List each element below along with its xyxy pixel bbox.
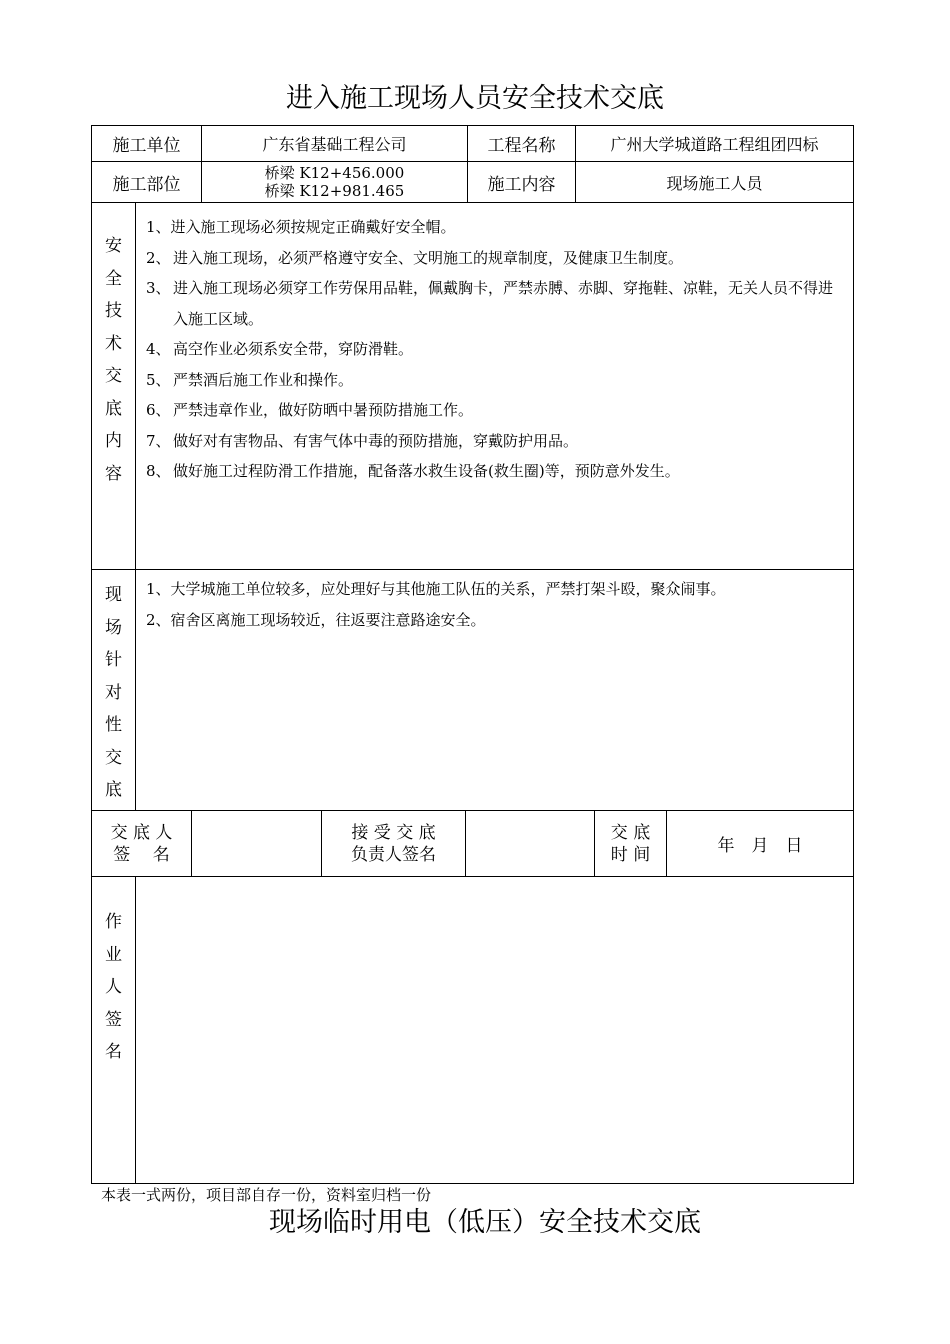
construction-part-line-1: 桥梁 K12+456.000 — [264, 164, 405, 182]
label-char: 名 — [105, 1042, 122, 1062]
item-number: 4、 — [146, 340, 171, 358]
label-char: 交 — [105, 747, 122, 768]
list-item — [146, 365, 845, 396]
label-char: 性 — [105, 715, 122, 735]
label-char: 签 — [105, 1009, 122, 1030]
label-char: 术 — [105, 333, 122, 354]
construction-unit-value: 广东省基础工程公司 — [202, 126, 468, 162]
site-specific-list — [136, 570, 854, 811]
item-text: 严禁违章作业，做好防晒中暑预防措施工作。 — [173, 401, 474, 419]
label-char: 安 — [105, 236, 122, 256]
document-title: 进入施工现场人员安全技术交底 — [286, 83, 664, 114]
next-document-title: 现场临时用电（低压）安全技术交底 — [269, 1207, 701, 1238]
list-item — [146, 273, 845, 334]
project-name-value: 广州大学城道路工程组团四标 — [576, 126, 854, 162]
list-item — [146, 574, 845, 605]
construction-content-value: 现场施工人员 — [576, 162, 854, 203]
label-char: 内 — [105, 431, 122, 451]
site-specific-label — [92, 570, 136, 811]
construction-part-label: 施工部位 — [92, 162, 202, 203]
item-number: 2、 — [146, 610, 171, 629]
worker-signature-table — [91, 876, 854, 1184]
label-line: 交 底 — [610, 822, 651, 843]
label-char: 交 — [105, 366, 122, 386]
list-item — [146, 426, 845, 457]
receiver-signature-field[interactable] — [466, 811, 595, 877]
footnote: 本表一式两份，项目部自存一份，资料室归档一份 — [101, 1186, 432, 1204]
construction-part-value — [202, 162, 468, 203]
item-text: 宿舍区离施工现场较近，往返要注意路途安全。 — [170, 610, 486, 629]
item-text: 大学城施工单位较多，应处理好与其他施工队伍的关系，严禁打架斗殴，聚众闹事。 — [170, 580, 726, 598]
label-line: 负责人签名 — [351, 844, 436, 865]
item-number: 5、 — [146, 370, 171, 389]
body-table — [91, 202, 854, 811]
header-table — [91, 125, 854, 203]
list-item — [146, 243, 845, 274]
signature-table — [91, 810, 854, 877]
construction-part-line-2: 桥梁 K12+981.465 — [264, 182, 405, 200]
label-char: 技 — [105, 301, 122, 321]
item-number: 1、 — [146, 218, 171, 236]
label-char: 作 — [105, 912, 122, 932]
label-char: 场 — [105, 617, 122, 638]
item-text: 严禁酒后施工作业和操作。 — [173, 370, 354, 389]
giver-signature-label — [92, 811, 192, 877]
item-number: 7、 — [146, 431, 171, 450]
list-item — [146, 212, 845, 243]
item-number: 6、 — [146, 401, 171, 419]
label-char: 业 — [105, 944, 122, 965]
construction-content-label: 施工内容 — [468, 162, 576, 203]
safety-content-list — [136, 203, 854, 570]
label-line: 签 名 — [113, 844, 170, 865]
item-text: 进入施工现场，必须严格遵守安全、文明施工的规章制度，及健康卫生制度。 — [173, 248, 684, 267]
list-item — [146, 456, 845, 487]
label-char: 容 — [105, 463, 122, 484]
safety-content-label — [92, 203, 136, 570]
worker-signature-label — [92, 877, 136, 1184]
label-char: 对 — [105, 682, 122, 703]
list-item — [146, 334, 845, 365]
item-number: 3、 — [146, 279, 171, 297]
list-item — [146, 395, 845, 426]
label-char: 现 — [105, 585, 122, 605]
list-item — [146, 605, 845, 636]
label-line: 接 受 交 底 — [351, 822, 436, 843]
worker-signature-area[interactable] — [136, 877, 854, 1184]
label-char: 底 — [105, 398, 122, 419]
item-text: 做好施工过程防滑工作措施，配备落水救生设备(救生圈)等，预防意外发生。 — [173, 462, 680, 480]
item-text: 进入施工现场必须按规定正确戴好安全帽。 — [170, 218, 456, 236]
project-name-label: 工程名称 — [468, 126, 576, 162]
giver-signature-field[interactable] — [192, 811, 322, 877]
item-text: 做好对有害物品、有害气体中毒的预防措施，穿戴防护用品。 — [173, 431, 579, 450]
construction-unit-label: 施工单位 — [92, 126, 202, 162]
label-char: 人 — [105, 977, 122, 997]
item-number: 1、 — [146, 580, 171, 598]
item-text: 高空作业必须系安全带，穿防滑鞋。 — [173, 340, 414, 358]
receiver-signature-label — [322, 811, 466, 877]
handover-date-field[interactable]: 年 月 日 — [667, 811, 854, 877]
handover-time-label — [595, 811, 667, 877]
label-line: 时 间 — [610, 844, 651, 865]
item-number: 8、 — [146, 462, 171, 480]
item-number: 2、 — [146, 248, 171, 267]
label-char: 针 — [105, 650, 122, 670]
label-char: 底 — [105, 780, 122, 800]
label-line: 交 底 人 — [110, 822, 173, 843]
item-text: 进入施工现场必须穿工作劳保用品鞋，佩戴胸卡，严禁赤膊、赤脚、穿拖鞋、凉鞋，无关人员不得进入施工区域。 — [173, 279, 834, 328]
label-char: 全 — [105, 268, 122, 289]
